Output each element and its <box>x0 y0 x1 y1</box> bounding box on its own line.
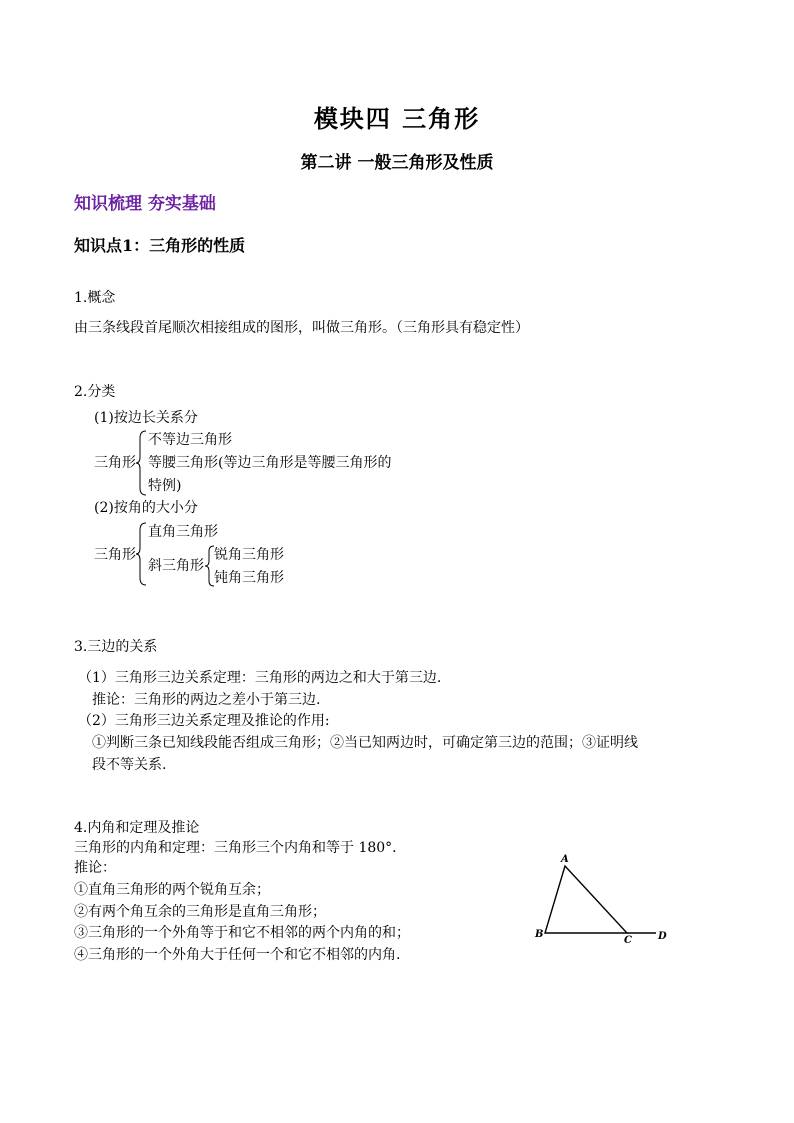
angles-line: ②有两个角互余的三角形是直角三角形； <box>74 904 326 920</box>
sides-line: （2）三角形三边关系定理及推论的作用: <box>78 713 330 729</box>
by-side-item: 特例) <box>148 478 182 494</box>
sides-line: 段不等关系. <box>92 757 167 773</box>
by-side-item: 等腰三角形(等边三角形是等腰三角形的 <box>148 455 392 471</box>
by-side-label: (1)按边长关系分 <box>94 410 198 426</box>
angles-line: 三角形的内角和定理：三角形三个内角和等于 180°． <box>74 840 407 856</box>
acute-triangle-label: 锐角三角形 <box>214 547 284 563</box>
classification-heading: 2.分类 <box>74 384 116 400</box>
by-side-brace <box>136 430 148 496</box>
angles-line: ③三角形的一个外角等于和它不相邻的两个内角的和； <box>74 925 410 941</box>
page-title: 模块四 三角形 <box>313 104 481 133</box>
angles-line: 推论： <box>74 860 116 876</box>
vertex-label-d: D <box>658 931 667 942</box>
section-heading: 知识梳理 夯实基础 <box>74 194 216 214</box>
vertex-label-b: B <box>535 929 544 940</box>
angles-line: ①直角三角形的两个锐角互余； <box>74 882 270 898</box>
sides-line: ①判断三条已知线段能否组成三角形；②当已知两边时，可确定第三边的范围；③证明线 <box>92 735 638 751</box>
concept-text: 由三条线段首尾顺次相接组成的图形，叫做三角形。（三角形具有稳定性） <box>74 320 529 336</box>
angles-heading: 4.内角和定理及推论 <box>74 820 200 836</box>
by-side-root: 三角形 <box>94 455 136 471</box>
triangle-abc <box>545 866 627 933</box>
vertex-label-c: C <box>624 935 632 946</box>
by-side-item: 不等边三角形 <box>148 432 232 448</box>
right-triangle-label: 直角三角形 <box>148 524 218 540</box>
by-angle-label: (2)按角的大小分 <box>94 500 198 516</box>
oblique-triangle-label: 斜三角形 <box>148 558 204 574</box>
obtuse-triangle-label: 钝角三角形 <box>214 570 284 586</box>
angles-line: ④三角形的一个外角大于任何一个和它不相邻的内角. <box>74 947 401 963</box>
sides-line: 推论：三角形的两边之差小于第三边. <box>92 692 321 708</box>
page-subtitle: 第二讲 一般三角形及性质 <box>300 153 494 173</box>
concept-heading: 1.概念 <box>74 290 116 306</box>
triangle-figure <box>528 850 678 946</box>
by-angle-root: 三角形 <box>94 547 136 563</box>
sides-line: （1）三角形三边关系定理：三角形的两边之和大于第三边. <box>78 670 442 686</box>
knowledge-point-heading: 知识点1：三角形的性质 <box>74 236 246 255</box>
vertex-label-a: A <box>561 854 569 865</box>
by-angle-brace <box>136 522 148 586</box>
sides-heading: 3.三边的关系 <box>74 639 158 655</box>
